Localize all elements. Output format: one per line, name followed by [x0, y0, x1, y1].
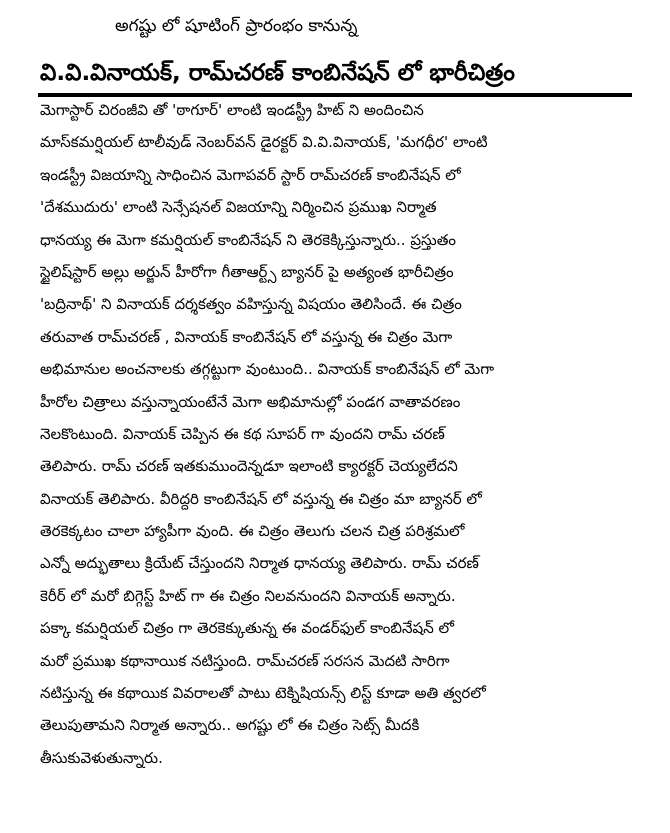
- body-line: 'బద్రినాథ్' ని వినాయక్ దర్శకత్వం వహిస్తున్న విషయం తెలిసిందే. ఈ చిత్రం: [40, 295, 462, 314]
- body-line: అభిమానుల అంచనాలకు తగ్గట్టుగా వుంటుంది.. వినాయక్ కాంబినేషన్ లో మెగా: [40, 360, 495, 379]
- body-line: తీసుకువెళుతున్నారు.: [40, 748, 163, 767]
- body-line: మెగాస్టార్ చిరంజీవి తో 'ఠాగూర్' లాంటి ఇండస్ట్రీ హిట్ ని అందించిన: [40, 101, 424, 119]
- body-line: మాస్‌కమర్షియల్ టాలీవుడ్ నెంబర్‌వన్ డైరక్టర్ వి.వి.వినాయక్, 'మగధీర' లాంటి: [40, 133, 488, 152]
- body-line: మరో ప్రముఖ కథానాయిక నటిస్తుంది. రామ్‌చరణ్ సరసన మెదటి సారిగా: [40, 651, 450, 670]
- body-line: ధానయ్య ఈ మెగా కమర్షియల్ కాంబినేషన్ ని తెరకెక్కిస్తున్నారు.. ప్రస్తుతం: [40, 230, 456, 249]
- body-line: కెరీర్ లో మరో బిగ్గెస్ట్ హిట్ గా ఈ చిత్రం నిలవనుందని వినాయక్ అన్నారు.: [40, 586, 456, 605]
- body-line: ఇండస్ట్రీ విజయాన్ని సాధించిన మెగాపవర్ స్టార్ రామ్‌చరణ్ కాంబినేషన్ లో: [40, 165, 461, 184]
- article-headline: వి.వి.వినాయక్, రామ్‌చరణ్ కాంబినేషన్ లో భారీచిత్రం: [40, 60, 515, 86]
- article-kicker: అగష్టు లో షూటింగ్ ప్రారంభం కానున్న: [115, 16, 358, 36]
- body-line: వినాయక్ తెలిపారు. వీరిద్దరి కాంబినేషన్ లో వస్తున్న ఈ చిత్రం మా బ్యానర్ లో: [40, 489, 482, 508]
- body-line: తరువాత రామ్‌చరణ్ , వినాయక్ కాంబినేషన్ లో వస్తున్న ఈ చిత్రం మెగా: [40, 327, 453, 346]
- body-line: తెలిపారు. రామ్ చరణ్ ఇతకుముందెన్నడూ ఇలాంటి క్యారక్టర్ చెయ్యలేదని: [40, 457, 458, 476]
- body-line: స్టైలిష్‌స్టార్ అల్లు అర్జున్ హీరోగా గీతాఆర్ట్స్ బ్యానర్ పై అత్యంత భారీచిత్రం: [40, 262, 454, 281]
- body-line: హీరోల చిత్రాలు వస్తున్నాయంటేనే మెగా అభిమానుల్లో పండగ వాతావరణం: [40, 392, 461, 411]
- body-line: పక్కా కమర్షియల్ చిత్రం గా తెరకెక్కుతున్న ఈ వండర్‌ఫుల్ కాంబినేషన్ లో: [40, 619, 454, 638]
- body-line: నటిస్తున్న ఈ కథాయిక వివరాలతో పాటు టెక్నిషియన్స్ లిస్ట్ కూడా అతి త్వరలో: [40, 684, 486, 703]
- body-line: ఎన్నో అద్భుతాలు క్రియేట్ చేస్తుందని నిర్మాత ధానయ్య తెలిపారు. రామ్ చరణ్: [40, 554, 479, 573]
- body-line: 'దేశముదురు' లాంటి సెన్సేషనల్ విజయాన్ని నిర్మించిన ప్రముఖ నిర్మాత: [40, 198, 437, 217]
- body-line: తెరకెక్కటం చాలా హ్యాపీగా వుంది. ఈ చిత్రం తెలుగు చలన చిత్ర పరిశ్రమలో: [40, 522, 465, 541]
- body-line: తెలుపుతామని నిర్మాత అన్నారు.. అగష్టు లో ఈ చిత్రం సెట్స్ మీదకి: [40, 716, 420, 735]
- article-body: [40, 94, 632, 774]
- body-line: నెలకొంటుంది. వినాయక్ చెప్పిన ఈ కథ సూపర్ గా వుందని రామ్ చరణ్: [40, 424, 445, 443]
